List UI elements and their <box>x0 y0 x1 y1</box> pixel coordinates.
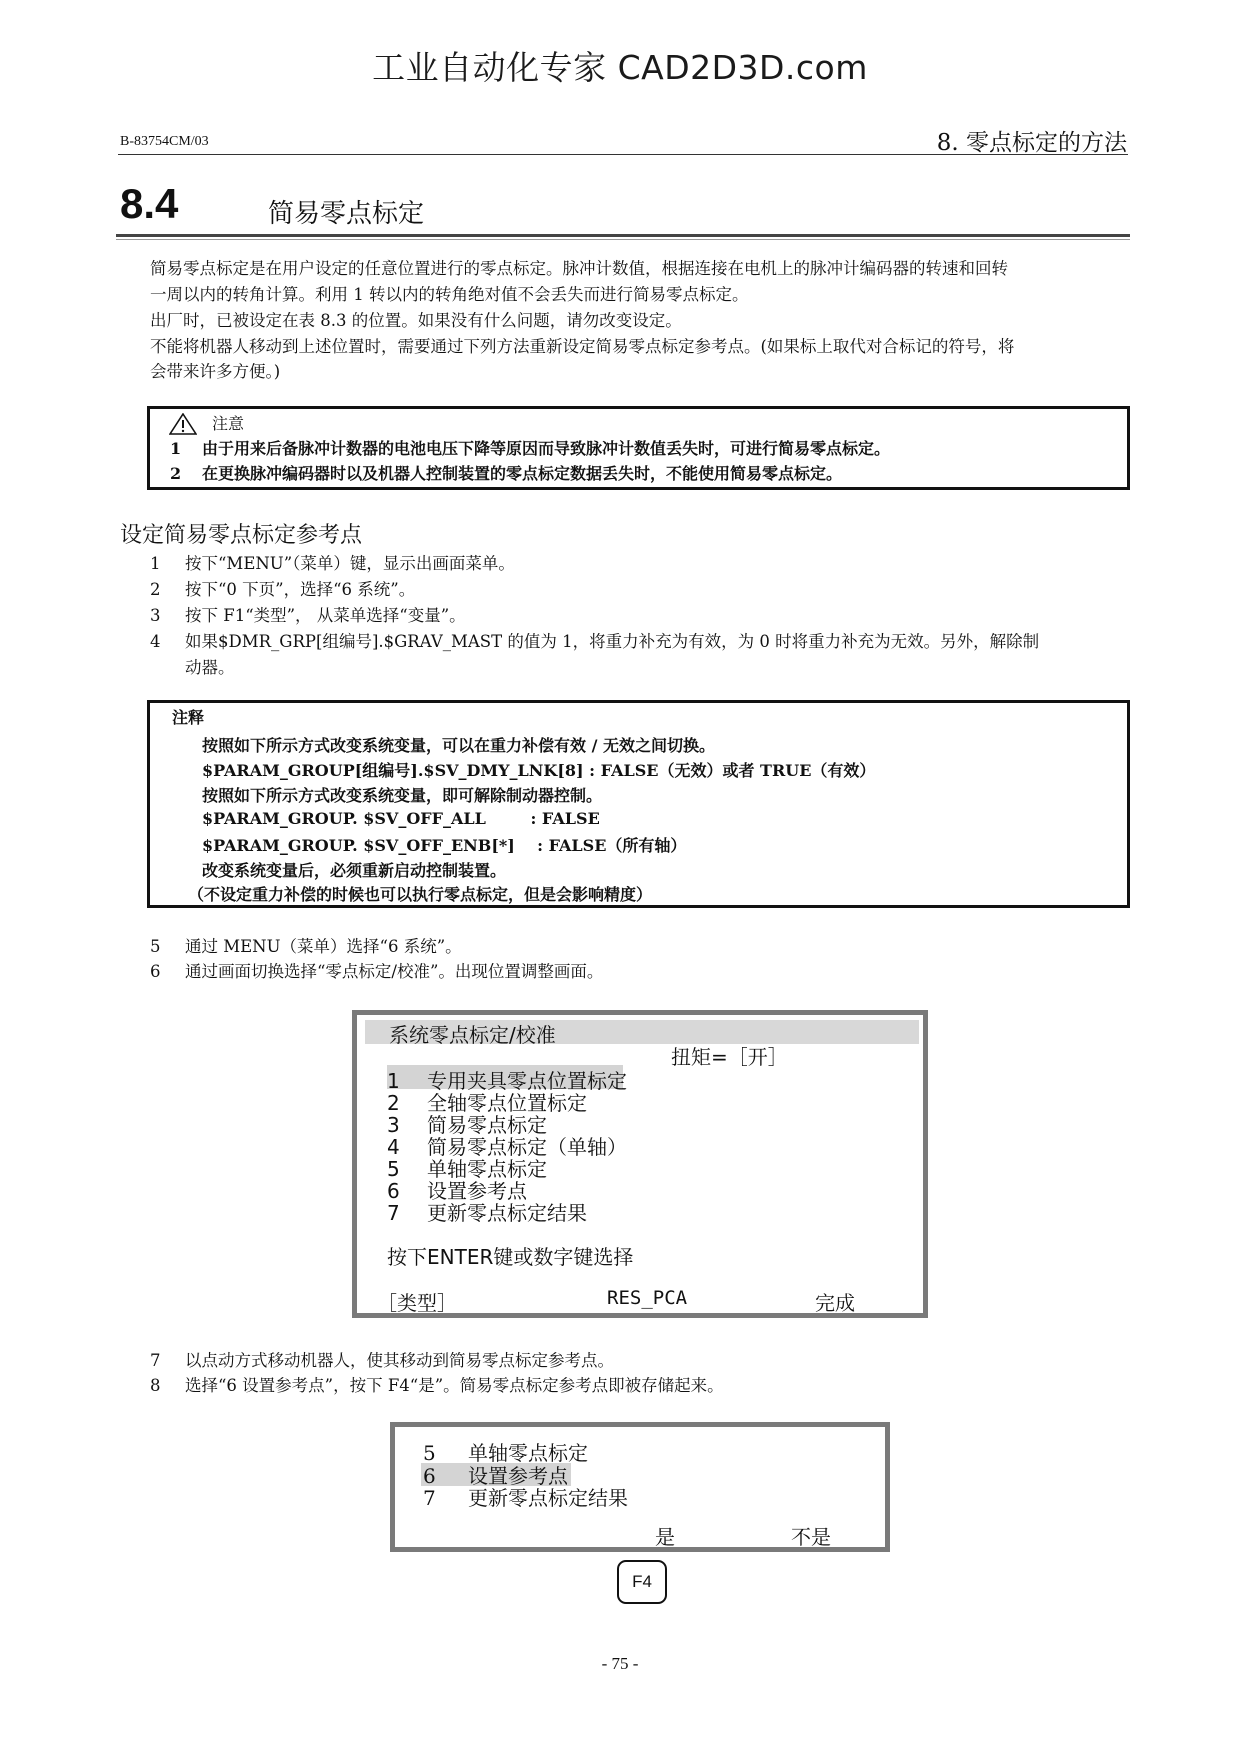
step-text: 通过画面切换选择“零点标定/校准”。出现位置调整画面。 <box>185 962 604 981</box>
page-number: - 75 - <box>601 1654 639 1673</box>
menu-item-label: 设置参考点 <box>468 1464 568 1488</box>
yes-key[interactable]: 是 <box>655 1525 675 1549</box>
intro-line: 会带来许多方便。) <box>150 362 281 381</box>
menu-item-number: 1 <box>387 1069 400 1093</box>
res-pca-key[interactable]: RES_PCA <box>607 1287 688 1309</box>
step-number: 3 <box>150 606 161 625</box>
caution-item-number: 1 <box>170 439 182 458</box>
step-text: 通过 MENU（菜单）选择“6 系统”。 <box>185 937 462 956</box>
note-line: $PARAM_GROUP. $SV_OFF_ENB[*] : FALSE（所有轴） <box>202 836 687 855</box>
no-key[interactable]: 不是 <box>791 1525 831 1549</box>
step-number: 1 <box>150 554 161 573</box>
intro-line: 简易零点标定是在用户设定的任意位置进行的零点标定。脉冲计数值，根据连接在电机上的脉冲计编码器的转速和回转 <box>150 259 1008 278</box>
subheading: 设定简易零点标定参考点 <box>120 523 363 548</box>
header-divider <box>118 154 1128 155</box>
chapter-title: 8. 零点标定的方法 <box>936 130 1127 156</box>
caution-item-text: 由于用来后备脉冲计数器的电池电压下降等原因而导致脉冲计数值丢失时，可进行简易零点标定。 <box>202 439 891 458</box>
intro-line: 出厂时，已被设定在表 8.3 的位置。如果没有什么问题，请勿改变设定。 <box>150 311 682 330</box>
step-number: 8 <box>150 1376 161 1395</box>
watermark: 工业自动化专家 CAD2D3D.com <box>372 48 868 87</box>
teach-pendant-screen <box>352 1010 928 1318</box>
menu-item-number: 5 <box>423 1441 436 1465</box>
caution-item <box>170 436 890 462</box>
step-number: 6 <box>150 962 161 981</box>
menu-item-number: 5 <box>387 1157 400 1181</box>
menu-item-number: 3 <box>387 1113 400 1137</box>
menu-item-label: 专用夹具零点位置标定 <box>427 1069 627 1093</box>
section-number: 8.4 <box>120 180 179 227</box>
menu-item-label: 单轴零点标定 <box>427 1157 547 1181</box>
intro-line: 一周以内的转角计算。利用 1 转以内的转角绝对值不会丢失而进行简易零点标定。 <box>150 285 749 304</box>
step-text: 按下“MENU”（菜单）键，显示出画面菜单。 <box>185 554 515 573</box>
note-line: （不设定重力补偿的时候也可以执行零点标定，但是会影响精度） <box>188 885 653 904</box>
warning-icon <box>169 413 197 435</box>
menu-item-label: 全轴零点位置标定 <box>427 1091 587 1115</box>
screen-title: 系统零点标定/校准 <box>389 1023 556 1047</box>
note-title: 注释 <box>172 708 205 727</box>
section-rule <box>116 234 1130 237</box>
done-key[interactable]: 完成 <box>815 1291 855 1315</box>
step-number: 4 <box>150 632 161 651</box>
menu-item-label: 更新零点标定结果 <box>468 1486 628 1510</box>
menu-item-number: 4 <box>387 1135 400 1159</box>
step-text: 如果$DMR_GRP[组编号].$GRAV_MAST 的值为 1，将重力补充为有效，为 0 时将重力补充为无效。另外，解除制 <box>185 632 1040 651</box>
document-id: B-83754CM/03 <box>120 134 209 149</box>
note-line: $PARAM_GROUP[组编号].$SV_DMY_LNK[8] : FALSE（无效）或者 TRUE（有效） <box>202 761 876 780</box>
menu-item[interactable] <box>423 1482 628 1511</box>
confirm-screen <box>390 1422 890 1552</box>
section-rule-shadow <box>116 239 1130 240</box>
step-text: 以点动方式移动机器人，使其移动到简易零点标定参考点。 <box>185 1351 614 1370</box>
step-number: 7 <box>150 1351 161 1370</box>
note-line: 按照如下所示方式改变系统变量，即可解除制动器控制。 <box>202 786 603 805</box>
menu-item-label: 简易零点标定（单轴） <box>427 1135 627 1159</box>
caution-item-number: 2 <box>170 464 182 483</box>
screen-prompt: 按下ENTER键或数字键选择 <box>387 1245 634 1269</box>
menu-item-number: 6 <box>387 1179 400 1203</box>
menu-item-label: 更新零点标定结果 <box>427 1201 587 1225</box>
torque-status: 扭矩=［开］ <box>671 1045 788 1069</box>
menu-item-label: 单轴零点标定 <box>468 1441 588 1465</box>
caution-title: 注意 <box>212 414 245 433</box>
note-line: $PARAM_GROUP. $SV_OFF_ALL : FALSE <box>202 809 600 828</box>
step-text: 按下“0 下页”，选择“6 系统”。 <box>185 580 416 599</box>
section-title: 简易零点标定 <box>268 199 425 229</box>
intro-line: 不能将机器人移动到上述位置时，需要通过下列方法重新设定简易零点标定参考点。(如果标上取代对合标记的符号，将 <box>150 337 1015 356</box>
caution-item-text: 在更换脉冲编码器时以及机器人控制装置的零点标定数据丢失时，不能使用简易零点标定。 <box>202 464 843 483</box>
menu-item-number: 7 <box>423 1486 436 1510</box>
step-number: 2 <box>150 580 161 599</box>
note-line: 改变系统变量后，必须重新启动控制装置。 <box>202 861 507 880</box>
menu-item-number: 6 <box>423 1464 436 1488</box>
menu-item-number: 7 <box>387 1201 400 1225</box>
step-text: 选择“6 设置参考点”，按下 F4“是”。简易零点标定参考点即被存储起来。 <box>185 1376 724 1395</box>
step-number: 5 <box>150 937 161 956</box>
step-text: 按下 F1“类型”， 从菜单选择“变量”。 <box>185 606 466 625</box>
step-text: 动器。 <box>185 658 235 677</box>
menu-item-label: 简易零点标定 <box>427 1113 547 1137</box>
f4-key[interactable]: F4 <box>617 1560 667 1604</box>
note-line: 按照如下所示方式改变系统变量，可以在重力补偿有效 / 无效之间切换。 <box>202 736 715 755</box>
menu-item-number: 2 <box>387 1091 400 1115</box>
caution-item <box>170 461 842 487</box>
menu-item[interactable] <box>387 1197 587 1226</box>
menu-item-label: 设置参考点 <box>427 1179 527 1203</box>
f1-type-key[interactable]: ［类型］ <box>377 1291 457 1315</box>
